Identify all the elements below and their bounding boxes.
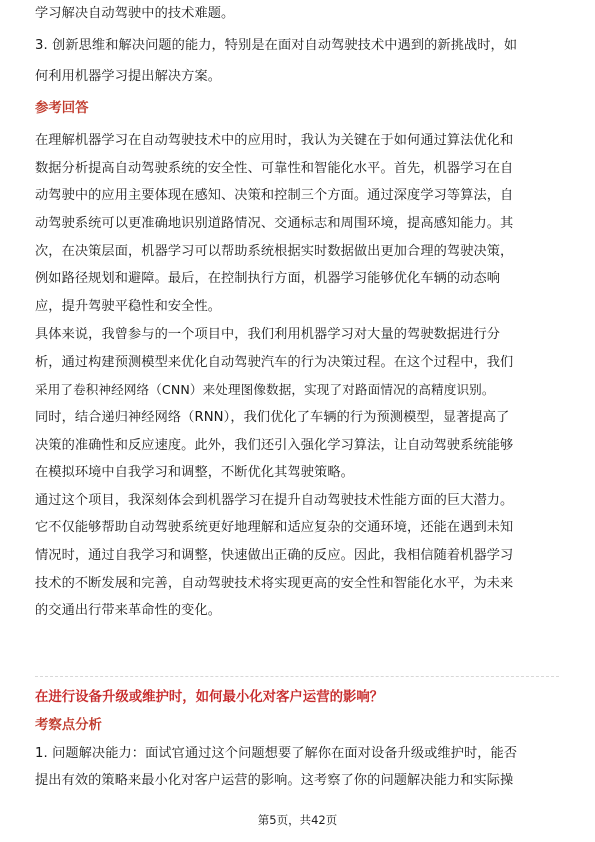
- text-line: 的交通出行带来革命性的变化。: [35, 603, 222, 618]
- text-line: 同时，结合递归神经网络（RNN），我们优化了车辆的行为预测模型，显著提高了: [35, 410, 510, 425]
- text-line: 采用了卷积神经网络（CNN）来处理图像数据，实现了对路面情况的高精度识别。: [35, 382, 495, 397]
- text-line: 次，在决策层面，机器学习可以帮助系统根据实时数据做出更加合理的驾驶决策，: [35, 244, 514, 259]
- analysis-heading: 考察点分析: [35, 718, 102, 733]
- text-line: 数据分析提高自动驾驶系统的安全性、可靠性和智能化水平。首先，机器学习在自: [35, 161, 514, 176]
- page-number-footer: 第5页，共42页: [257, 813, 338, 827]
- text-line: 3. 创新思维和解决问题的能力，特别是在面对自动驾驶技术中遇到的新挑战时，如: [35, 38, 518, 53]
- text-line: 它不仅能够帮助自动驾驶系统更好地理解和适应复杂的交通环境，还能在遇到未知: [35, 520, 514, 535]
- text-line: 动驾驶中的应用主要体现在感知、决策和控制三个方面。通过深度学习等算法，自: [35, 188, 514, 203]
- text-line: 通过这个项目，我深刻体会到机器学习在提升自动驾驶技术性能方面的巨大潜力。: [35, 493, 514, 508]
- text-line: 决策的准确性和反应速度。此外，我们还引入强化学习算法，让自动驾驶系统能够: [35, 438, 514, 453]
- text-line: 例如路径规划和避障。最后，在控制执行方面，机器学习能够优化车辆的动态响: [35, 271, 501, 286]
- text-line: 提出有效的策略来最小化对客户运营的影响。这考察了你的问题解决能力和实际操: [35, 773, 514, 788]
- question-heading: 在进行设备升级或维护时，如何最小化对客户运营的影响？: [35, 690, 384, 705]
- text-line: 应，提升驾驶平稳性和安全性。: [35, 299, 222, 314]
- text-line: 在模拟环境中自我学习和调整，不断优化其驾驶策略。: [35, 465, 354, 480]
- text-line: 技术的不断发展和完善，自动驾驶技术将实现更高的安全性和智能化水平，为未来: [35, 576, 514, 591]
- text-line: 在理解机器学习在自动驾驶技术中的应用时，我认为关键在于如何通过算法优化和: [35, 133, 514, 148]
- text-line: 具体来说，我曾参与的一个项目中，我们利用机器学习对大量的驾驶数据进行分: [35, 327, 501, 342]
- text-line: 析，通过构建预测模型来优化自动驾驶汽车的行为决策过程。在这个过程中，我们: [35, 355, 514, 370]
- text-line: 何利用机器学习提出解决方案。: [35, 69, 222, 84]
- text-line: 情况时，通过自我学习和调整，快速做出正确的反应。因此，我相信随着机器学习: [35, 548, 514, 563]
- answer-heading: 参考回答: [35, 101, 89, 116]
- text-line: 1. 问题解决能力：面试官通过这个问题想要了解你在面对设备升级或维护时，能否: [35, 746, 518, 761]
- text-line: 动驾驶系统可以更准确地识别道路情况、交通标志和周围环境，提高感知能力。其: [35, 216, 514, 231]
- section-divider: [35, 676, 559, 677]
- text-line: 学习解决自动驾驶中的技术难题。: [35, 6, 235, 21]
